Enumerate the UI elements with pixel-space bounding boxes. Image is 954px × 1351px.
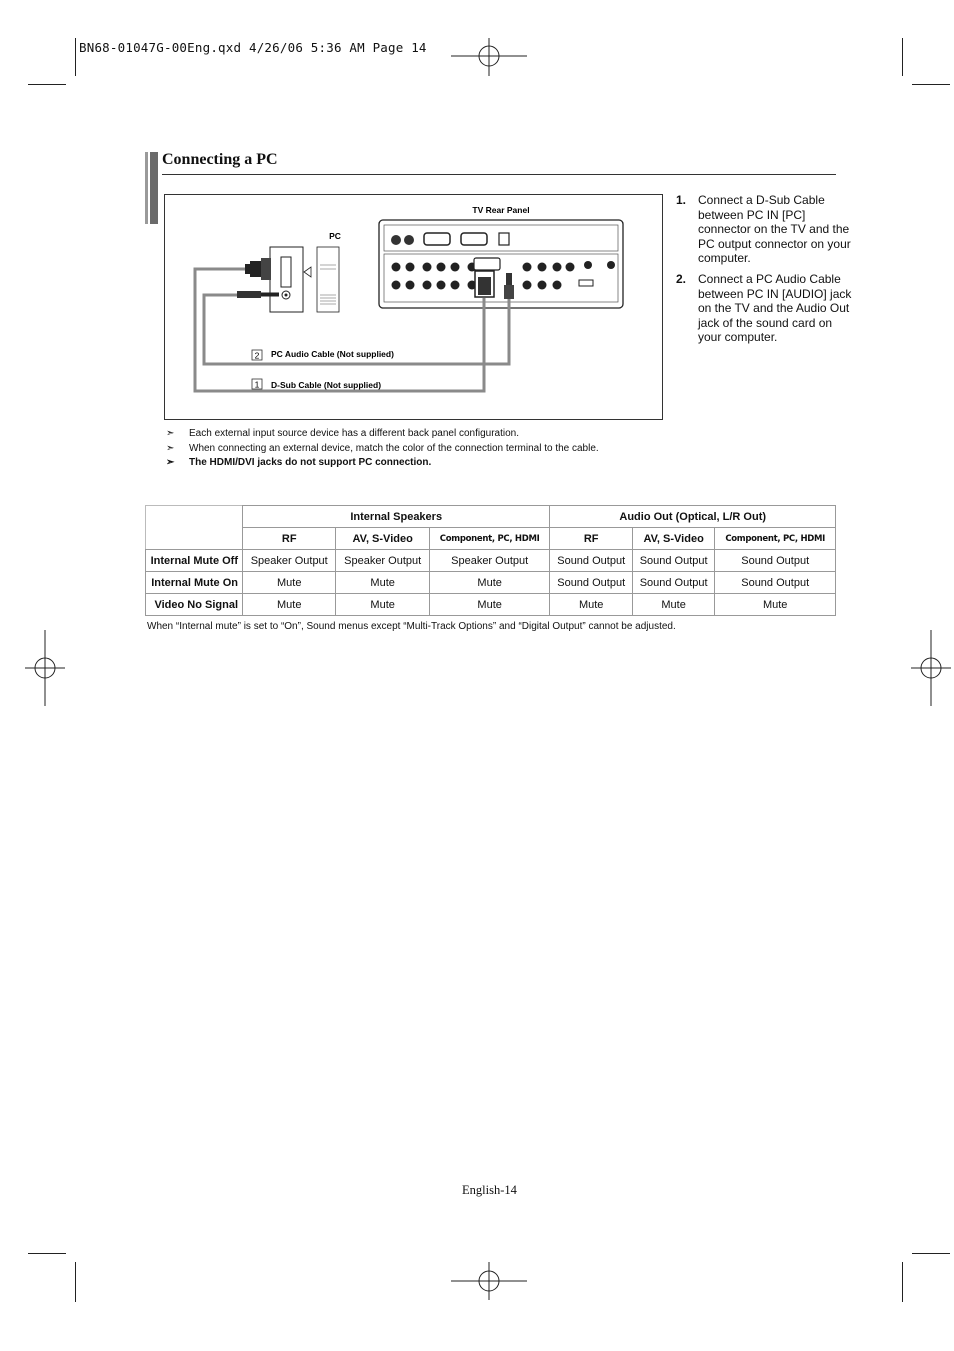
tv-rear-panel-illustration <box>379 220 623 308</box>
table-row <box>146 550 836 572</box>
table-row <box>146 594 836 616</box>
table-cell: Sound Output <box>632 572 714 594</box>
row-header: Internal Mute Off <box>146 550 243 572</box>
pc-illustration <box>270 247 339 312</box>
table-cell: Mute <box>243 572 336 594</box>
table-cell: Speaker Output <box>243 550 336 572</box>
note-text: Each external input source device has a different back panel configuration. <box>189 428 520 439</box>
column-header: Component, PC, HDMI <box>429 528 550 550</box>
notes-list <box>166 427 599 471</box>
table-cell: Mute <box>336 594 429 616</box>
step-2 <box>676 272 856 345</box>
step-text: Connect a D-Sub Cable between PC IN [PC] connector on the TV and the PC output connector on your computer. <box>698 193 851 266</box>
table-cell: Mute <box>632 594 714 616</box>
page-title: Connecting a PC <box>162 151 278 168</box>
step-number: 1. <box>676 193 687 207</box>
dsub-plug-pc <box>245 258 271 280</box>
table-cell: Mute <box>429 594 550 616</box>
row-header: Internal Mute On <box>146 572 243 594</box>
table-cell: Speaker Output <box>429 550 550 572</box>
note-text: The HDMI/DVI jacks do not support PC connection. <box>189 457 432 468</box>
column-header: AV, S-Video <box>336 528 429 550</box>
row-header: Video No Signal <box>146 594 243 616</box>
table-cell: Sound Output <box>632 550 714 572</box>
column-header: Component, PC, HDMI <box>715 528 836 550</box>
table-corner <box>146 506 243 550</box>
table-cell: Mute <box>715 594 836 616</box>
table-row <box>146 572 836 594</box>
title-rule <box>162 174 836 175</box>
pc-label: PC <box>329 231 341 241</box>
cable1-num: 1 <box>254 379 260 390</box>
steps-list <box>676 193 856 351</box>
table-cell: Mute <box>336 572 429 594</box>
arrow-icon: ➣ <box>166 457 175 468</box>
table-cell: Sound Output <box>550 550 632 572</box>
note-item <box>166 442 599 457</box>
table-cell: Sound Output <box>550 572 632 594</box>
cable1-label: D-Sub Cable (Not supplied) <box>271 380 382 390</box>
step-1 <box>676 193 856 266</box>
page-number: English-14 <box>462 1183 517 1197</box>
dsub-plug-tv <box>475 271 494 297</box>
title-accent-bar <box>145 152 158 224</box>
step-number: 2. <box>676 271 687 286</box>
column-header: AV, S-Video <box>632 528 714 550</box>
table-cell: Speaker Output <box>336 550 429 572</box>
arrow-icon: ➣ <box>166 442 175 454</box>
table-footnote: When “Internal mute” is set to “On”, Sound menus except “Multi-Track Options” and “Digital Output” cannot be adjusted. <box>147 621 676 632</box>
mute-settings-table <box>145 505 836 616</box>
group-header-internal-speakers: Internal Speakers <box>243 506 550 528</box>
table-cell: Sound Output <box>715 572 836 594</box>
column-header: RF <box>243 528 336 550</box>
column-header: RF <box>550 528 632 550</box>
diagram-drawing <box>165 195 662 419</box>
cable2-label: PC Audio Cable (Not supplied) <box>271 349 394 359</box>
connection-diagram <box>164 194 663 420</box>
table-cell: Mute <box>243 594 336 616</box>
arrow-icon: ➣ <box>166 428 175 439</box>
note-item <box>166 456 599 471</box>
table-cell: Mute <box>429 572 550 594</box>
note-item <box>166 427 599 442</box>
table-cell: Mute <box>550 594 632 616</box>
note-text: When connecting an external device, match the color of the connection terminal to the cable. <box>189 442 599 454</box>
group-header-audio-out: Audio Out (Optical, L/R Out) <box>550 506 836 528</box>
print-slug: BN68-01047G-00Eng.qxd 4/26/06 5:36 AM Page 14 <box>79 40 427 55</box>
cable2-num: 2 <box>254 350 260 361</box>
step-text: Connect a PC Audio Cable between PC IN [AUDIO] jack on the TV and the Audio Out jack of the sound card on your computer. <box>698 271 852 345</box>
tv-rear-panel-label: TV Rear Panel <box>472 205 530 215</box>
table-cell: Sound Output <box>715 550 836 572</box>
